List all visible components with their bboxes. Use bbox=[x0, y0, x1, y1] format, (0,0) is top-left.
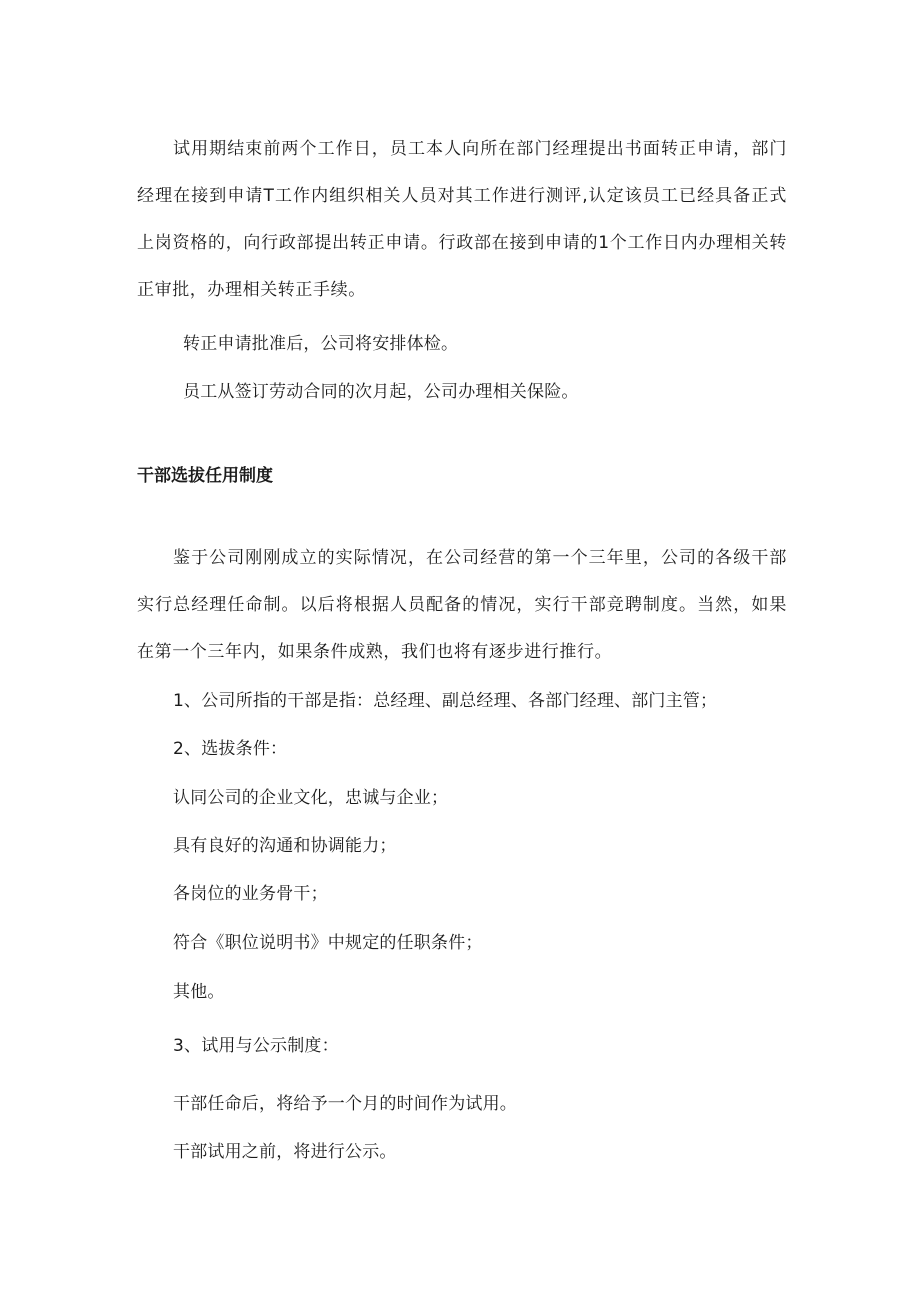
condition-item: 各岗位的业务骨干； bbox=[173, 884, 328, 904]
probation-line: 干部任命后，将给予一个月的时间作为试用。 bbox=[173, 1094, 517, 1114]
cadre-definition-item: 1、公司所指的干部是指：总经理、副总经理、各部门经理、部门主管； bbox=[173, 691, 718, 711]
physical-exam-paragraph: 转正申请批准后，公司将安排体检。 bbox=[183, 334, 459, 354]
condition-item: 具有良好的沟通和协调能力； bbox=[173, 836, 397, 856]
condition-item: 其他。 bbox=[173, 982, 225, 1002]
publicity-line: 干部试用之前，将进行公示。 bbox=[173, 1142, 397, 1162]
probation-publicity-title: 3、试用与公示制度： bbox=[173, 1036, 339, 1056]
intro-paragraph: 鉴于公司刚刚成立的实际情况，在公司经营的第一个三年里，公司的各级干部实行总经理任命制。以后将根据人员配备的情况，实行干部竞聘制度。当然，如果在第一个三年内，如果条件成熟，我们也将有逐步进行推行。 bbox=[137, 548, 787, 662]
probation-paragraph: 试用期结束前两个工作日，员工本人向所在部门经理提出书面转正申请，部门经理在接到申请T工作内组织相关人员对其工作进行测评,认定该员工已经具备正式上岗资格的，向行政部提出转正申请。行政部在接到申请的1个工作日内办理相关转正审批，办理相关转正手续。 bbox=[137, 139, 787, 300]
condition-item: 符合《职位说明书》中规定的任职条件； bbox=[173, 933, 483, 953]
insurance-paragraph: 员工从签订劳动合同的次月起，公司办理相关保险。 bbox=[183, 382, 579, 402]
condition-item: 认同公司的企业文化，忠诚与企业； bbox=[173, 788, 449, 808]
section-heading: 干部选拔任用制度 bbox=[137, 466, 273, 486]
selection-conditions-title: 2、选拔条件： bbox=[173, 739, 288, 759]
